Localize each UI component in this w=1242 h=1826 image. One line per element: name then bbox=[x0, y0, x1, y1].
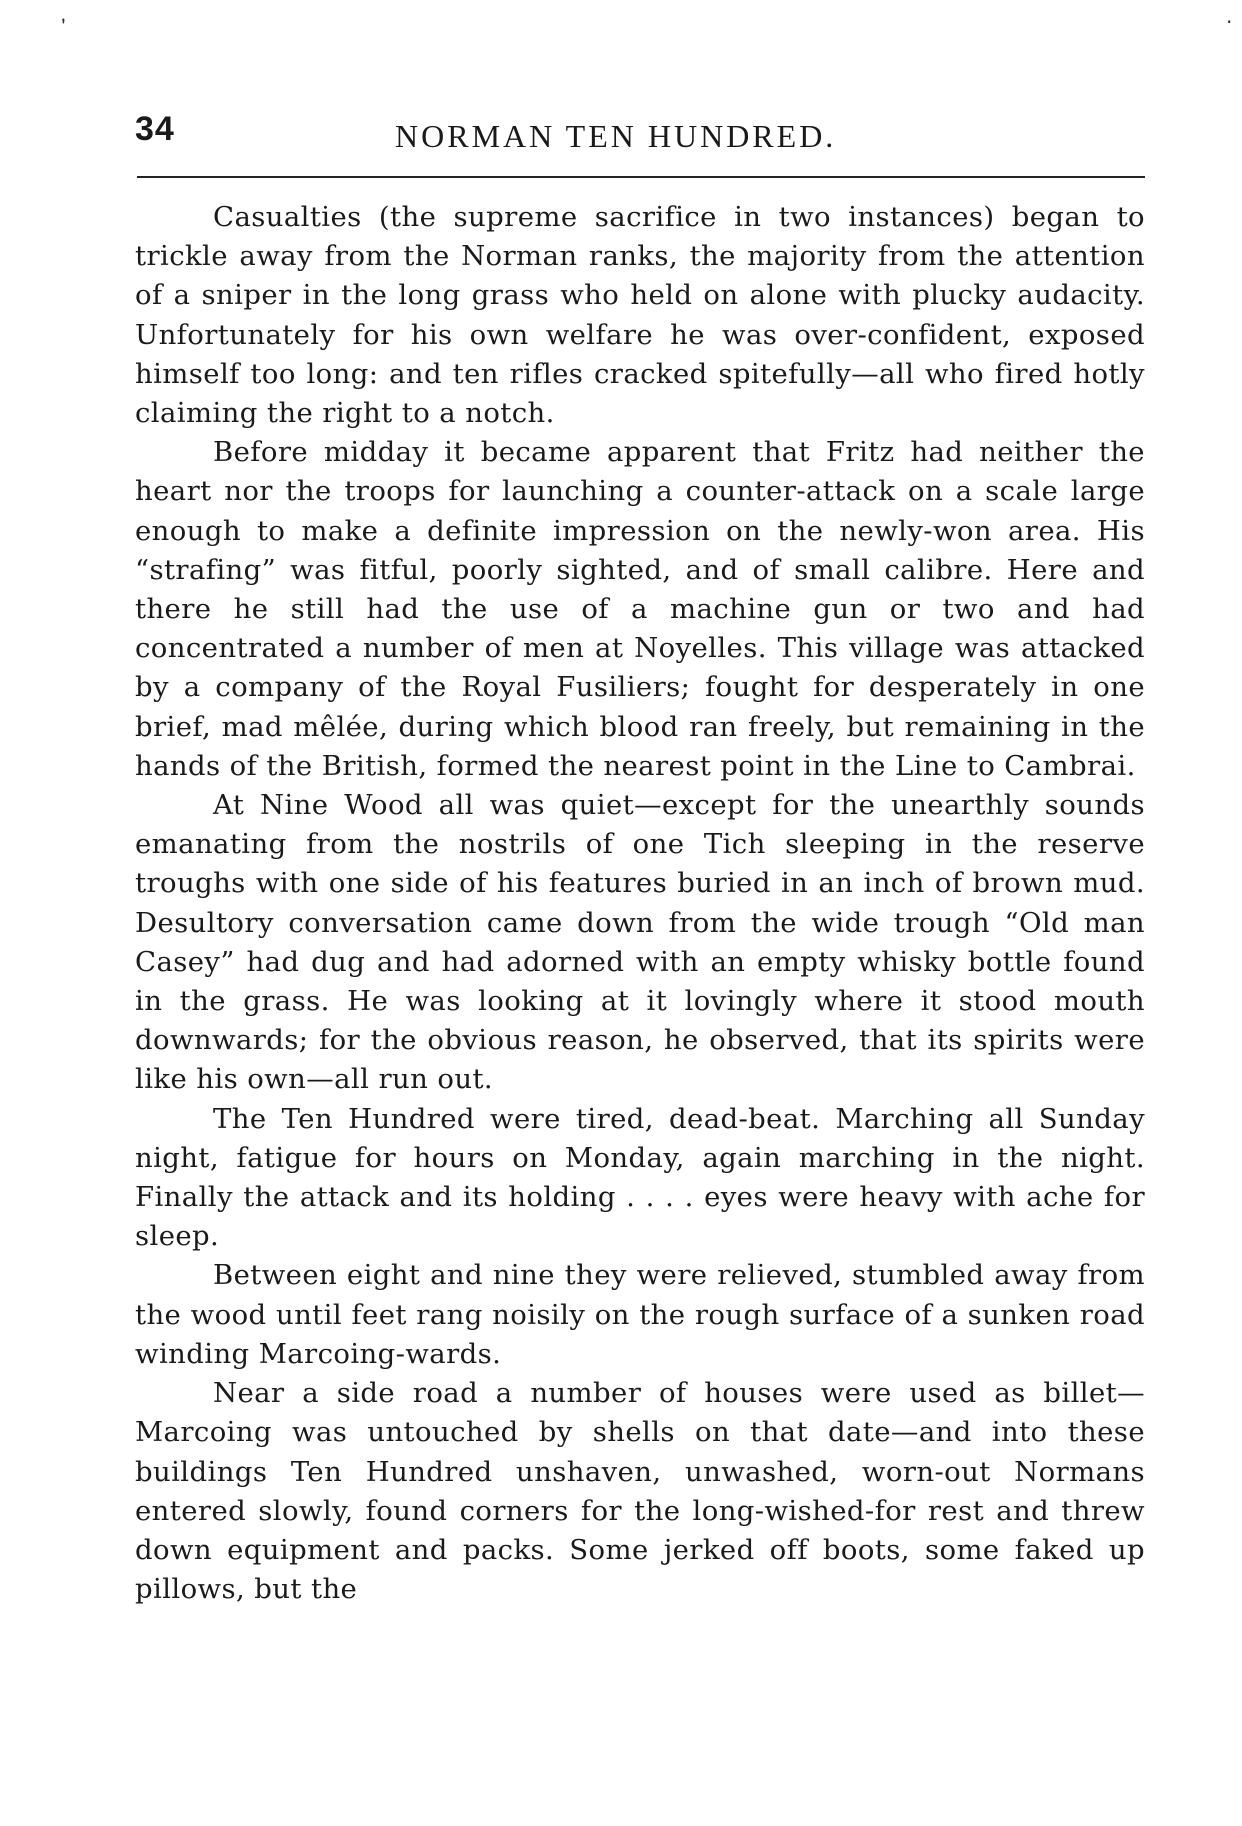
header-rule bbox=[137, 176, 1145, 178]
paragraph-ten-hundred-tired: The Ten Hundred were tired, dead-beat. Marching all Sunday night, fatigue for hours on Monday, again marching in the night. Finally the attack and its holding . . . . eyes were heavy with ache for sleep. bbox=[135, 1102, 1145, 1253]
paragraph-casualties: Casualties (the supreme sacrifice in two instances) began to trickle away from the Norman ranks, the majority from the attention of a sniper in the long grass who held on alone with plucky audacity. Unfortunately for his own welfare he was over-confident, exposed himself too long: and ten rifles cracked spitefully—all who fired hotly claiming the right to a notch. bbox=[135, 201, 1145, 430]
paragraph-relieved: Between eight and nine they were relieved, stumbled away from the wood until feet rang noisily on the rough surface of a sunken road winding Marcoing-wards. bbox=[135, 1259, 1145, 1370]
paragraph-nine-wood: At Nine Wood all was quiet—except for the unearthly sounds emanating from the nostrils of one Tich sleeping in the reserve troughs with one side of his features buried in an inch of brown mud. Desultory conversation came down from the wide trough “Old man Casey” had dug and had adorned with an empty whisky bottle found in the grass. He was looking at it lovingly where it stood mouth downwards; for the obvious reason, he observed, that its spirits were like his own—all run out. bbox=[135, 789, 1145, 1096]
page-number: 34 bbox=[135, 110, 175, 148]
stray-mark-right: · bbox=[1226, 10, 1233, 34]
running-title: NORMAN TEN HUNDRED. bbox=[395, 118, 837, 154]
running-head bbox=[135, 110, 1135, 160]
stray-mark-left: ’ bbox=[58, 13, 73, 39]
paragraph-billet: Near a side road a number of houses were used as billet—Marcoing was untouched by shells on that date—and into these buildings Ten Hundred unshaven, unwashed, worn-out Normans entered slowly, found corners for the long-wished-for rest and threw down equipment and packs. Some jerked off boots, some faked up pillows, but the bbox=[135, 1377, 1145, 1606]
body-text bbox=[135, 198, 1145, 1609]
paragraph-before-midday: Before midday it became apparent that Fritz had neither the heart nor the troops for launching a counter-attack on a scale large enough to make a definite impression on the newly-won area. His “strafing” was fitful, poorly sighted, and of small calibre. Here and there he still had the use of a machine gun or two and had concentrated a number of men at Noyelles. This village was attacked by a company of the Royal Fusiliers; fought for desperately in one brief, mad mêlée, during which blood ran freely, but remaining in the hands of the British, formed the nearest point in the Line to Cambrai. bbox=[135, 436, 1145, 782]
